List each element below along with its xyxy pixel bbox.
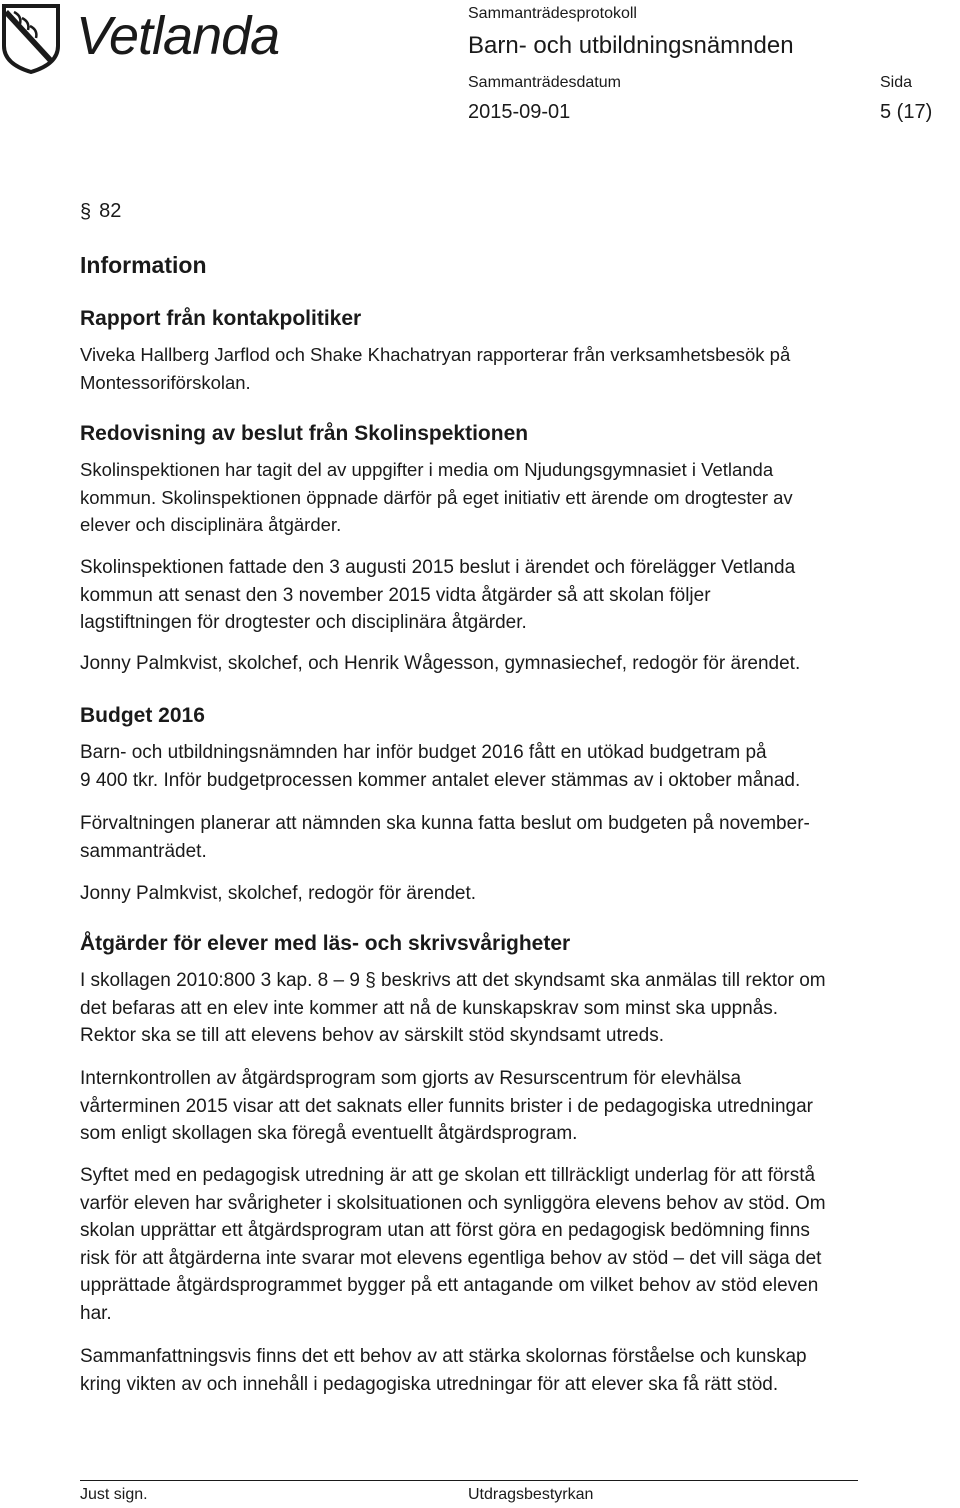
paragraph-inspection-report: Jonny Palmkvist, skolchef, och Henrik Wågesson, gymnasiechef, redogör för ärendet. — [80, 653, 801, 674]
paragraph-summary: Sammanfattningsvis finns det ett behov av att stärka skolornas förståelse och kunskap kring vikten av och innehåll i pedagogiska utredningar för att elever ska få rätt stöd. — [80, 1346, 807, 1395]
paragraph-school-law: I skollagen 2010:800 3 kap. 8 – 9 § beskrivs att det skyndsamt ska anmälas till rektor om det befaras att en elev inte kommer att nå de kunskapskrav som minst ska uppnås. Rektor ska se till att elevens behov av särskilt stöd skyndsamt utreds. — [80, 970, 826, 1046]
paragraph-report: Viveka Hallberg Jarflod och Shake Khachatryan rapporterar från verksamhetsbesök på Montessoriförskolan. — [80, 344, 791, 393]
footer-divider — [80, 1480, 858, 1481]
paragraph-budget-report: Jonny Palmkvist, skolchef, redogör för ärendet. — [80, 883, 477, 904]
municipality-logo — [0, 0, 300, 80]
paragraph-internal-control: Internkontrollen av åtgärdsprogram som gjorts av Resurscentrum för elevhälsa vårterminen 2015 visar att det saknats eller funnits brister i de pedagogiska utredningar som enligt skollagen ska föregå eventuellt åtgärdsprogram. — [80, 1068, 813, 1144]
committee-name: Barn- och utbildningsnämnden — [468, 32, 794, 59]
logo-wordmark: Vetlanda — [76, 6, 280, 66]
heading-budget: Budget 2016 — [80, 704, 205, 727]
extract-certification-label: Utdragsbestyrkan — [468, 1486, 594, 1503]
paragraph-inspection-intro: Skolinspektionen har tagit del av uppgifter i media om Njudungsgymnasiet i Vetlanda kommun. Skolinspektionen öppnade därför på eget initiativ ett ärende om drogtester av elever och disciplinära åtgärder. — [80, 459, 793, 535]
section-sign-icon: § — [80, 201, 92, 223]
heading-school-inspection: Redovisning av beslut från Skolinspektionen — [80, 422, 529, 445]
page-label: Sida — [880, 74, 913, 91]
meeting-date-label: Sammanträdesdatum — [468, 74, 621, 91]
signature-label: Just sign. — [80, 1486, 148, 1503]
paragraph-inspection-decision: Skolinspektionen fattade den 3 augusti 2015 beslut i ärendet och förelägger Vetlanda kommun att senast den 3 november 2015 vidta åtgärder så att skolan följer lagstiftningen för drogtester och disciplinära åtgärder. — [80, 557, 796, 633]
heading-reading-writing: Åtgärder för elever med läs- och skrivsvårigheter — [80, 932, 571, 955]
coat-of-arms-icon — [0, 2, 62, 74]
page-title: Information — [80, 252, 207, 278]
page-number: 5 (17) — [880, 101, 933, 123]
paragraph-number: § 82 — [80, 200, 122, 223]
heading-contact-politicians: Rapport från kontakpolitiker — [80, 307, 362, 330]
meeting-date-value: 2015-09-01 — [468, 101, 571, 123]
paragraph-purpose: Syftet med en pedagogisk utredning är att ge skolan ett tillräckligt underlag för att förstå varför eleven har svårigheter i skolsituationen och synliggöra elevens behov av stöd. Om skolan upprättar ett åtgärdsprogram utan att först göra en pedagogisk bedömning finns risk för att åtgärderna inte svarar mot elevens egentliga behov av stöd – det vill säga det upprättade åtgärdsprogrammet bygger på ett antagande om vilket behov av stöd eleven har. — [80, 1165, 826, 1324]
paragraph-budget-plan: Förvaltningen planerar att nämnden ska kunna fatta beslut om budgeten på november- sammanträdet. — [80, 813, 810, 862]
paragraph-budget-frame: Barn- och utbildningsnämnden har inför budget 2016 fått en utökad budgetram på 9 400 tkr. Inför budgetprocessen kommer antalet elever stämmas av i oktober månad. — [80, 742, 801, 791]
doc-type-label: Sammanträdesprotokoll — [468, 5, 637, 22]
